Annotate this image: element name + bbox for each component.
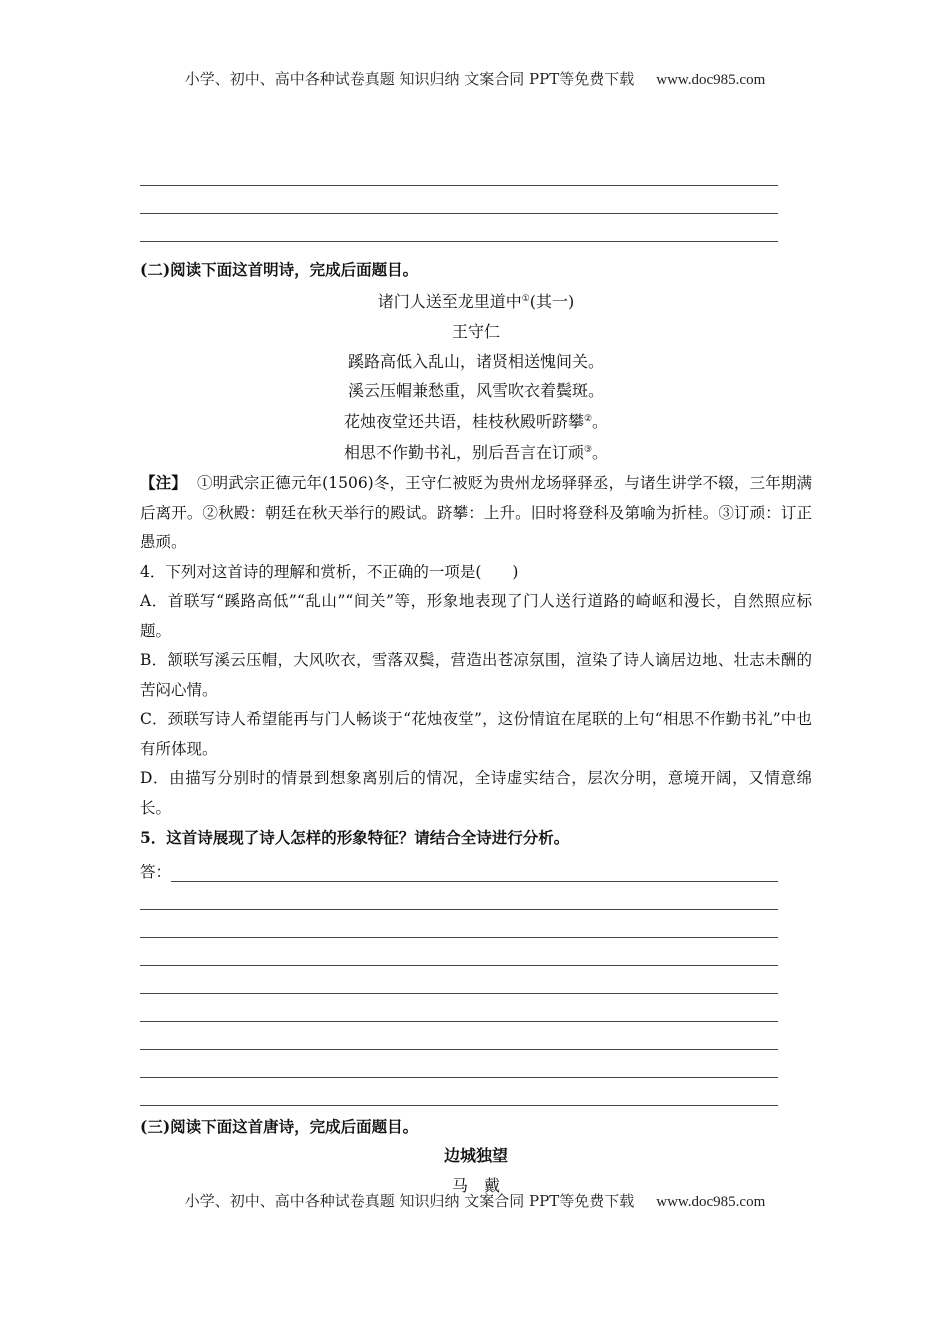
note-text: ①明武宗正德元年(1506)冬，王守仁被贬为贵州龙场驿驿丞，与诸生讲学不辍，三年期满后离开。②秋殿：朝廷在秋天举行的殿试。跻攀：上升。旧时将登科及第喻为折桂。③订顽：订正愚顽。 xyxy=(140,474,812,551)
option-a[interactable]: A．首联写“蹊路高低”“乱山”“间关”等，形象地表现了门人送行道路的崎岖和漫长，自然照应标题。 xyxy=(140,592,812,640)
answer-line[interactable] xyxy=(140,910,778,938)
answer-line[interactable] xyxy=(140,214,778,242)
answer-label: 答： xyxy=(140,862,172,881)
question-5-stem: 5．这首诗展现了诗人怎样的形象特征？请结合全诗进行分析。 xyxy=(140,828,570,847)
poem-line-text: 相思不作勤书礼，别后吾言在订顽 xyxy=(343,443,584,462)
answer-line[interactable] xyxy=(140,966,778,994)
poem-line: 蹊路高低入乱山，诸贤相送愧间关。 xyxy=(347,352,604,371)
poem-author: 王守仁 xyxy=(451,322,500,341)
option-c[interactable]: C．颈联写诗人希望能再与门人畅谈于“花烛夜堂”，这份情谊在尾联的上句“相思不作勤书礼”中也有所体现。 xyxy=(140,710,812,758)
poem-line-end: 。 xyxy=(592,443,609,462)
poem-title-text: 诸门人送至龙里道中 xyxy=(377,292,522,311)
answer-line[interactable] xyxy=(140,1022,778,1050)
section3-heading: (三)阅读下面这首唐诗，完成后面题目。 xyxy=(140,1116,419,1136)
note-label: 【注】 xyxy=(140,473,187,492)
footnote-mark: ② xyxy=(583,414,593,424)
footer-site[interactable]: www.doc985.com xyxy=(656,1194,766,1210)
poem-line-end: 。 xyxy=(592,412,609,431)
answer-line[interactable] xyxy=(140,1078,778,1106)
answer-line[interactable] xyxy=(140,882,778,910)
option-d[interactable]: D．由描写分别时的情景到想象离别后的情况，全诗虚实结合，层次分明，意境开阔，又情意绵长。 xyxy=(140,769,812,817)
answer-lines-top xyxy=(140,158,778,242)
option-b[interactable]: B．颔联写溪云压帽，大风吹衣，雪落双鬓，营造出苍凉氛围，渲染了诗人谪居边地、壮志未酬的苦闷心情。 xyxy=(140,651,812,699)
page-header xyxy=(0,68,950,89)
poem-title-footnote-mark: ① xyxy=(521,294,530,304)
poem-line-text: 花烛夜堂还共语，桂枝秋殿听跻攀 xyxy=(343,412,584,431)
document-body xyxy=(140,256,812,1201)
header-site[interactable]: www.doc985.com xyxy=(656,72,766,88)
footer-text: 小学、初中、高中各种试卷真题 知识归纳 文案合同 PPT等免费下载 xyxy=(184,1192,635,1210)
footnote-mark: ③ xyxy=(583,445,593,455)
poem-line xyxy=(140,436,812,467)
question-4-stem: 4．下列对这首诗的理解和赏析，不正确的一项是( ) xyxy=(140,562,519,581)
poem-line xyxy=(140,405,812,436)
poem-title-2: 边城独望 xyxy=(443,1145,508,1165)
answer-lines-q5 xyxy=(140,882,778,1106)
poem-line: 溪云压帽兼愁重，风雪吹衣着鬓斑。 xyxy=(347,381,604,400)
poem-author-2: 马 戴 xyxy=(451,1175,500,1195)
page-footer xyxy=(0,1190,950,1211)
section2-heading: (二)阅读下面这首明诗，完成后面题目。 xyxy=(140,260,419,279)
answer-line[interactable] xyxy=(140,1050,778,1078)
answer-line[interactable] xyxy=(140,158,778,186)
answer-line[interactable] xyxy=(140,994,778,1022)
poem-notes xyxy=(140,468,812,558)
poem-title xyxy=(140,284,812,317)
answer-line[interactable] xyxy=(171,859,778,882)
answer-line[interactable] xyxy=(140,186,778,214)
header-text: 小学、初中、高中各种试卷真题 知识归纳 文案合同 PPT等免费下载 xyxy=(184,70,635,88)
answer-row xyxy=(140,853,778,882)
poem-title-suffix: (其一) xyxy=(529,292,575,311)
answer-line[interactable] xyxy=(140,938,778,966)
